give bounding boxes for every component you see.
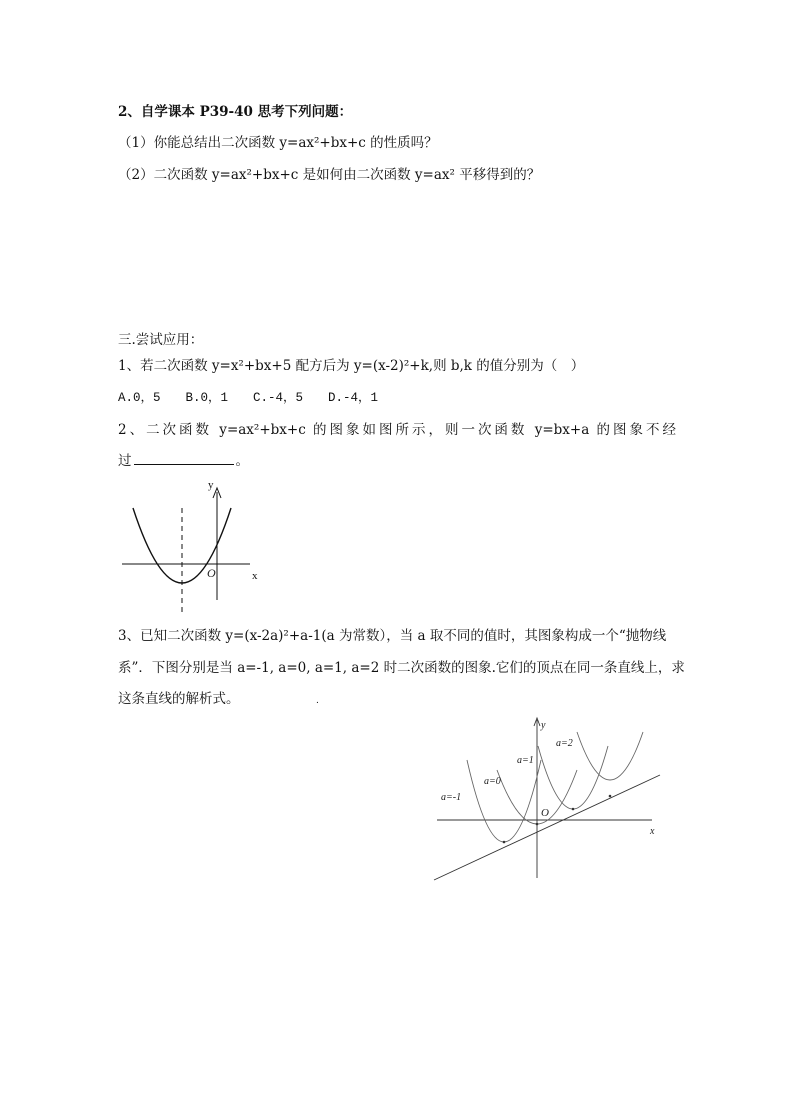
problem3-line1: 3、已知二次函数 y=(x-2a)²+a-1(a 为常数），当 a 取不同的值时，其图象构成一个“抛物线 <box>118 628 667 644</box>
label-a-neg1: a=-1 <box>441 792 462 803</box>
vertex-a-0 <box>536 823 539 826</box>
parabola-a-2 <box>577 732 643 780</box>
stray-dot: . <box>316 696 319 706</box>
origin-label: O <box>541 807 549 819</box>
section2-question-2: （2）二次函数 y=ax²+bx+c 是如何由二次函数 y=ax² 平移得到的？ <box>118 167 541 183</box>
answer-blank[interactable] <box>134 452 234 465</box>
x-axis-label: x <box>650 826 655 837</box>
origin-label: O <box>207 566 216 580</box>
label-a-1: a=1 <box>517 755 534 766</box>
problem3-graph <box>434 712 674 882</box>
parabola-a-1 <box>538 746 608 809</box>
section2-heading: 2、自学课本 P39-40 思考下列问题： <box>118 104 353 120</box>
y-axis-label: y <box>208 479 214 491</box>
label-a-0: a=0 <box>484 776 501 787</box>
problem2-graph <box>118 478 278 618</box>
problem3-line3: 这条直线的解析式。 <box>118 691 240 707</box>
problem2-prefix: 过 <box>118 453 132 469</box>
problem2-line1: 2、二次函数 y=ax²+bx+c 的图象如图所示，则一次函数 y=bx+a 的图象不经 <box>118 422 676 438</box>
problem1-options: A.0，5 B.0，1 C.-4，5 D.-4，1 <box>118 391 379 405</box>
problem3-line2: 系”．下图分别是当 a=-1, a=0, a=1, a=2 时二次函数的图象.它们的顶点在同一条直线上，求 <box>118 660 685 676</box>
problem2-suffix: 。 <box>235 453 249 469</box>
section2-question-1: （1）你能总结出二次函数 y=ax²+bx+c 的性质吗？ <box>118 135 438 151</box>
vertex-a-2 <box>609 795 612 798</box>
label-a-2: a=2 <box>556 738 573 749</box>
x-axis-label: x <box>252 570 258 582</box>
y-axis-label: y <box>541 720 546 731</box>
section3-heading: 三.尝试应用： <box>118 332 204 348</box>
vertex-a-neg1 <box>503 841 506 844</box>
problem2-line2 <box>118 452 249 470</box>
problem1-question: 1、若二次函数 y=x²+bx+5 配方后为 y=(x-2)²+k,则 b,k 的值分别为（ ） <box>118 358 585 374</box>
parabola-a-neg1 <box>467 760 541 842</box>
vertex-a-1 <box>572 808 575 811</box>
vertex-line <box>434 775 660 880</box>
